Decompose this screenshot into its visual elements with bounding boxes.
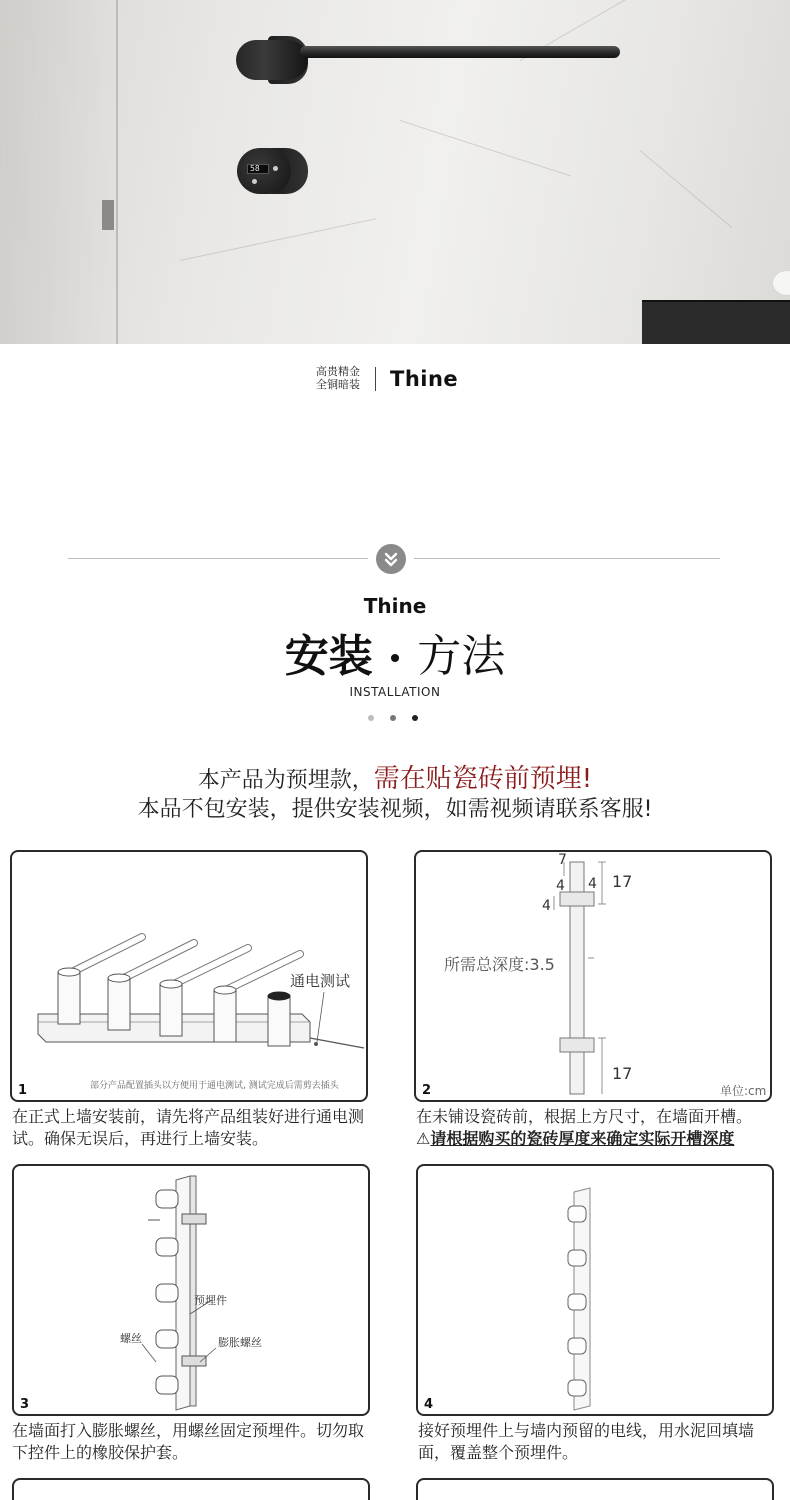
step2-warning-text: 请根据购买的瓷砖厚度来确定实际开槽深度 bbox=[430, 1129, 735, 1148]
step6-panel bbox=[416, 1478, 774, 1500]
dot bbox=[368, 715, 374, 721]
dim-top: 7 bbox=[558, 852, 567, 868]
towel-bar-base bbox=[236, 40, 308, 80]
temperature-controller bbox=[237, 148, 291, 194]
section-title bbox=[0, 620, 790, 684]
section-logo: Thine bbox=[363, 594, 427, 618]
depth-label: 所需总深度:3.5 bbox=[444, 955, 555, 974]
brand-tagline bbox=[316, 365, 360, 391]
controller-display: 58 bbox=[247, 164, 269, 174]
notice-highlight: 需在贴瓷砖前预埋! bbox=[373, 764, 593, 794]
step3-diagram bbox=[14, 1166, 368, 1414]
notice-line2: 本品不包安装，提供安装视频，如需视频请联系客服! bbox=[137, 797, 653, 822]
marble-vein bbox=[180, 218, 376, 261]
dim-lower: 17 bbox=[612, 1064, 633, 1083]
title-light: 方法 bbox=[417, 631, 506, 682]
dot bbox=[390, 715, 396, 721]
unit-label: 单位:cm bbox=[720, 1084, 767, 1098]
plus-icon bbox=[273, 166, 278, 171]
step1-note: 部分产品配置插头以方便用于通电测试, 测试完成后需剪去插头 bbox=[90, 1081, 339, 1091]
step1-caption: 在正式上墙安装前，请先将产品组装好进行通电测试。确保无误后，再进行上墙安装。 bbox=[12, 1107, 365, 1148]
brand-divider bbox=[375, 367, 376, 391]
embedded-part-label: 预埋件 bbox=[194, 1294, 227, 1307]
hero-product-photo bbox=[0, 0, 790, 344]
tagline-line2: 全铜暗装 bbox=[316, 378, 360, 391]
marble-vein bbox=[640, 150, 733, 228]
step2-number: 2 bbox=[422, 1083, 432, 1098]
title-bold: 安装 bbox=[284, 631, 373, 682]
step3-panel bbox=[12, 1164, 370, 1416]
expansion-screw-label: 膨胀螺丝 bbox=[218, 1336, 262, 1349]
marble-vein bbox=[400, 120, 571, 177]
step4-diagram bbox=[418, 1166, 772, 1414]
step3-caption: 在墙面打入膨胀螺丝，用螺丝固定预埋件。切勿取下控件上的橡胶保护套。 bbox=[12, 1421, 365, 1462]
glass-hinge bbox=[102, 200, 114, 230]
title-separator: • bbox=[386, 642, 404, 676]
dot-active bbox=[412, 715, 418, 721]
tagline-line1: 高贵精金 bbox=[316, 365, 360, 378]
basin bbox=[772, 270, 790, 296]
step2-caption-text: 在未铺设瓷砖前，根据上方尺寸，在墙面开槽。 bbox=[416, 1107, 753, 1126]
header-rule-left bbox=[68, 558, 368, 559]
step1-panel bbox=[10, 850, 368, 1102]
brand-logo: Thine bbox=[390, 367, 459, 391]
step4-panel bbox=[416, 1164, 774, 1416]
step4-caption: 接好预埋件上与墙内预留的电线，用水泥回填墙面，覆盖整个预埋件。 bbox=[418, 1421, 755, 1462]
step5-panel bbox=[12, 1478, 370, 1500]
notice-line1 bbox=[0, 758, 790, 795]
header-rule-right bbox=[414, 558, 720, 559]
dim-right: 4 bbox=[588, 876, 597, 892]
screw-label: 螺丝 bbox=[120, 1332, 142, 1345]
page-dots bbox=[368, 715, 428, 723]
chevrons-down-icon bbox=[376, 544, 406, 574]
dim-upper: 17 bbox=[612, 872, 633, 891]
heated-towel-bar bbox=[300, 46, 620, 58]
dim-side: 4 bbox=[542, 898, 551, 914]
glass-shower-panel bbox=[0, 0, 118, 344]
section-subtitle: INSTALLATION bbox=[349, 685, 441, 699]
vanity-counter bbox=[642, 302, 790, 344]
step4-number: 4 bbox=[424, 1397, 434, 1412]
brand-row bbox=[0, 360, 790, 400]
step1-number: 1 bbox=[18, 1083, 28, 1098]
dim-left: 4 bbox=[556, 878, 565, 894]
notice-prefix: 本产品为预埋款， bbox=[197, 768, 374, 793]
power-icon bbox=[252, 179, 257, 184]
step3-number: 3 bbox=[20, 1397, 30, 1412]
warning-icon: ⚠ bbox=[416, 1129, 431, 1148]
power-test-label: 通电测试 bbox=[290, 972, 351, 990]
step2-warning bbox=[416, 1128, 786, 1150]
step2-panel bbox=[414, 850, 772, 1102]
step2-caption bbox=[416, 1106, 786, 1150]
